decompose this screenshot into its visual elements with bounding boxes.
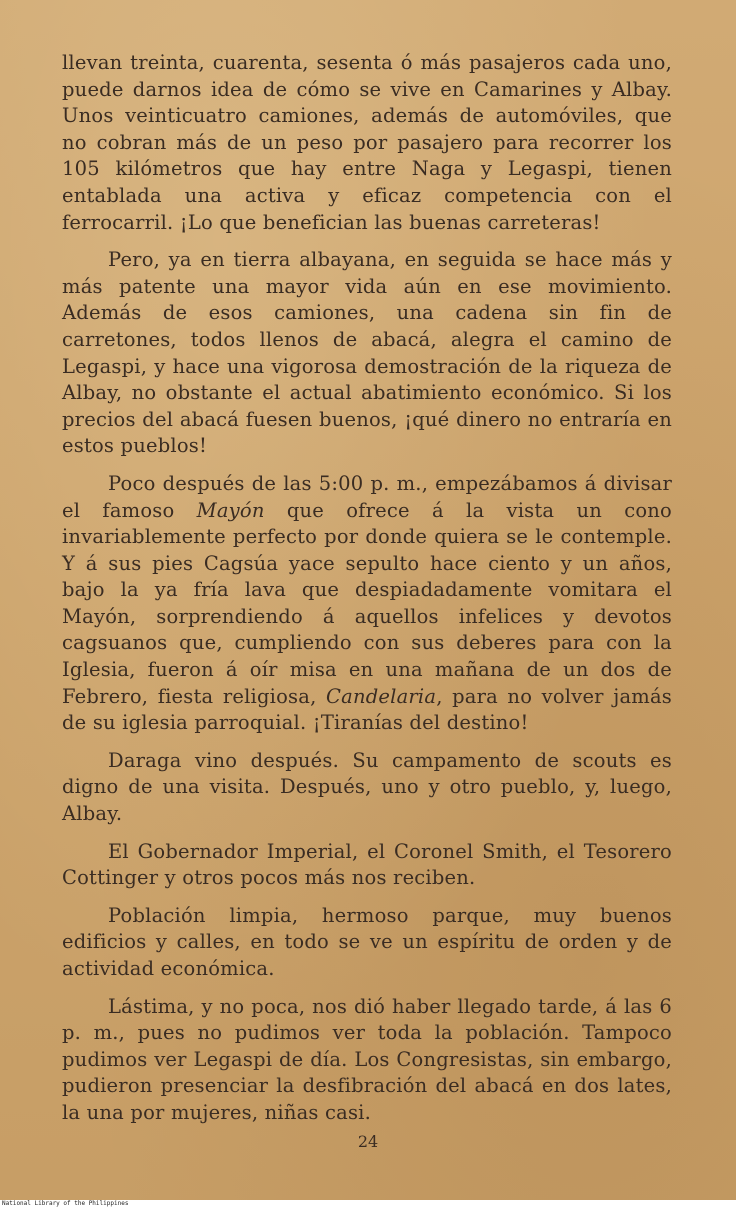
mayon-italic: Mayón [196,498,265,522]
paragraph-3-part-3: , para no volver jamás de su iglesia parroquial. ¡Tiranías del destino! [62,684,672,735]
page-body-text [62,50,672,1138]
library-credit: National Library of the Philippines [2,1200,129,1207]
candelaria-italic: Candelaria [326,684,437,708]
page-number: 24 [357,1132,379,1151]
paragraph-4: Daraga vino después. Su campamento de scouts es digno de una visita. Después, uno y otro pueblo, y, luego, Albay. [62,748,672,826]
paragraph-2: Pero, ya en tierra albayana, en seguida se hace más y más patente una mayor vida aún en ese movimiento. Además de esos camiones, una cadena sin fin de carretones, todos llenos de abacá, alegra el camino de Legaspi, y hace una vigorosa demostración de la riqueza de Albay, no obstante el actual abatimiento económico. Si los precios del abacá fuesen buenos, ¡qué dinero no entraría en estos pueblos! [62,248,672,458]
paragraph-3-part-2: que ofrece á la vista un cono invariablemente perfecto por donde quiera se le contemple. Y á sus pies Cagsúa yace sepulto hace ciento y un años, bajo la ya fría lava que despiadadamente vomitara el Mayón, sorprendiendo á aquellos infelices y devotos cagsuanos que, cumpliendo con sus deberes para con la Iglesia, fueron á oír misa en una mañana de un dos de Febrero, fiesta religiosa, [62,498,672,708]
paragraph-1: llevan treinta, cuarenta, sesenta ó más pasajeros cada uno, puede darnos idea de cómo se vive en Camarines y Albay. Unos veinticuatro camiones, además de automóviles, que no cobran más de un peso por pasajero para recorrer los 105 kilómetros que hay entre Naga y Legaspi, tienen entablada una activa y eficaz competencia con el ferrocarril. ¡Lo que benefician las buenas carreteras! [62,51,672,234]
paragraph-6: Población limpia, hermoso parque, muy buenos edificios y calles, en todo se ve un espíritu de orden y de actividad económica. [62,903,672,980]
paragraph-3-part-1: Poco después de las 5:00 p. m., empezábamos á divisar el famoso [62,471,672,522]
paragraph-7: Lástima, y no poca, nos dió haber llegado tarde, á las 6 p. m., pues no pudimos ver toda la población. Tampoco pudimos ver Legaspi de día. Los Congresistas, sin embargo, pudieron presenciar la desfibración del abacá en dos lates, la una por mujeres, niñas casi. [62,994,672,1124]
paragraph-3 [62,471,672,737]
paragraph-5: El Gobernador Imperial, el Coronel Smith, el Tesorero Cottinger y otros pocos más nos reciben. [62,839,672,890]
